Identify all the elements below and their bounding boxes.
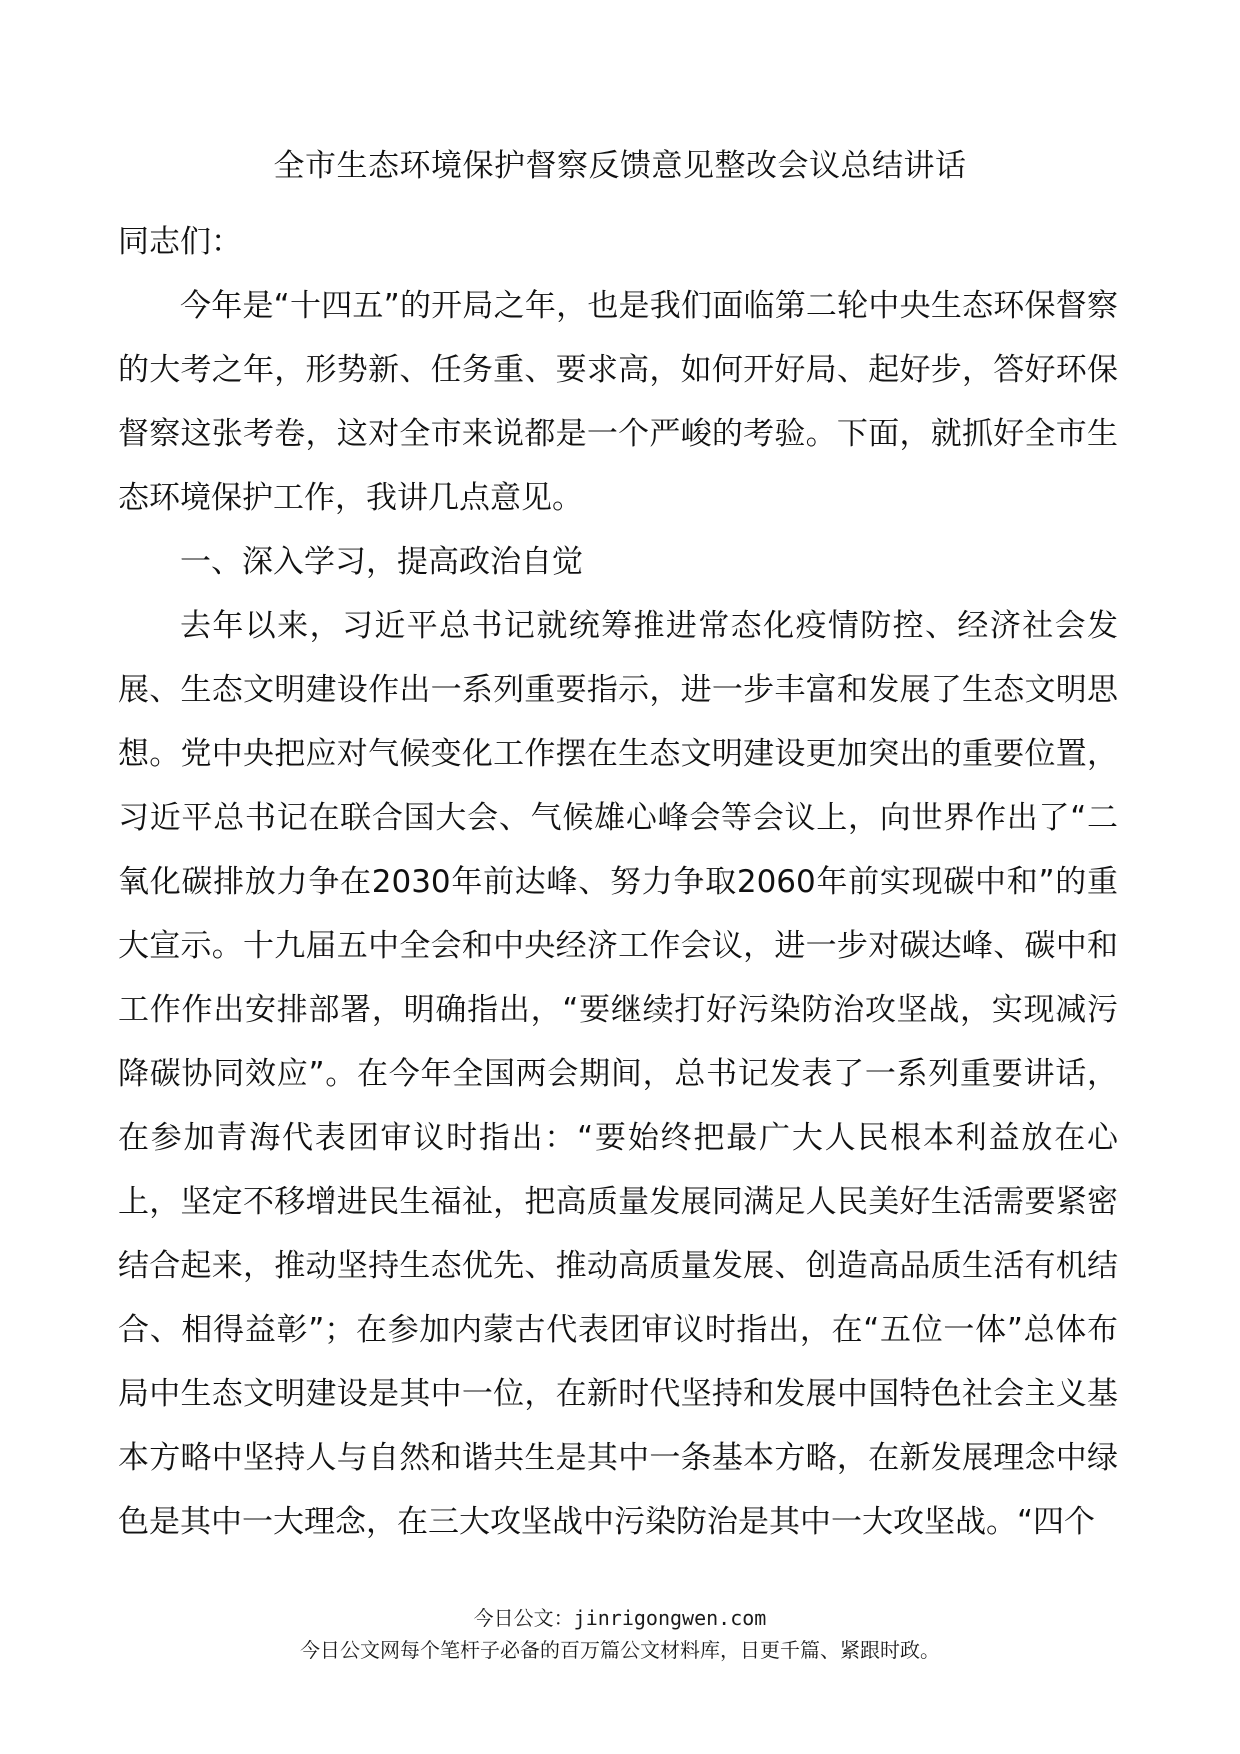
page-footer bbox=[0, 1602, 1240, 1666]
footer-site-line: 今日公文：jinrigongwen.com bbox=[473, 1606, 767, 1630]
salutation: 同志们： bbox=[118, 224, 242, 260]
document-body bbox=[118, 210, 1118, 1554]
paragraph-intro: 今年是“十四五”的开局之年，也是我们面临第二轮中央生态环保督察的大考之年，形势新、任务重、要求高，如何开好局、起好步，答好环保督察这张考卷，这对全市来说都是一个严峻的考验。下面，就抓好全市生态环境保护工作，我讲几点意见。 bbox=[118, 288, 1118, 516]
section-heading-1: 一、深入学习，提高政治自觉 bbox=[180, 544, 583, 580]
document-title: 全市生态环境保护督察反馈意见整改会议总结讲话 bbox=[273, 148, 967, 184]
footer-slogan-line: 今日公文网每个笔杆子必备的百万篇公文材料库，日更千篇、紧跟时政。 bbox=[300, 1638, 940, 1662]
paragraph-section-1: 去年以来，习近平总书记就统筹推进常态化疫情防控、经济社会发展、生态文明建设作出一系列重要指示，进一步丰富和发展了生态文明思想。党中央把应对气候变化工作摆在生态文明建设更加突出的重要位置，习近平总书记在联合国大会、气候雄心峰会等会议上，向世界作出了“二氧化碳排放力争在2030年前达峰、努力争取2060年前实现碳中和”的重大宣示。十九届五中全会和中央经济工作会议，进一步对碳达峰、碳中和工作作出安排部署，明确指出，“要继续打好污染防治攻坚战，实现减污降碳协同效应”。在今年全国两会期间，总书记发表了一系列重要讲话，在参加青海代表团审议时指出：“要始终把最广大人民根本利益放在心上，坚定不移增进民生福祉，把高质量发展同满足人民美好生活需要紧密结合起来，推动坚持生态优先、推动高质量发展、创造高品质生活有机结合、相得益彰”；在参加内蒙古代表团审议时指出，在“五位一体”总体布局中生态文明建设是其中一位，在新时代坚持和发展中国特色社会主义基本方略中坚持人与自然和谐共生是其中一条基本方略，在新发展理念中绿色是其中一大理念，在三大攻坚战中污染防治是其中一大攻坚战。“四个 bbox=[118, 608, 1118, 1540]
